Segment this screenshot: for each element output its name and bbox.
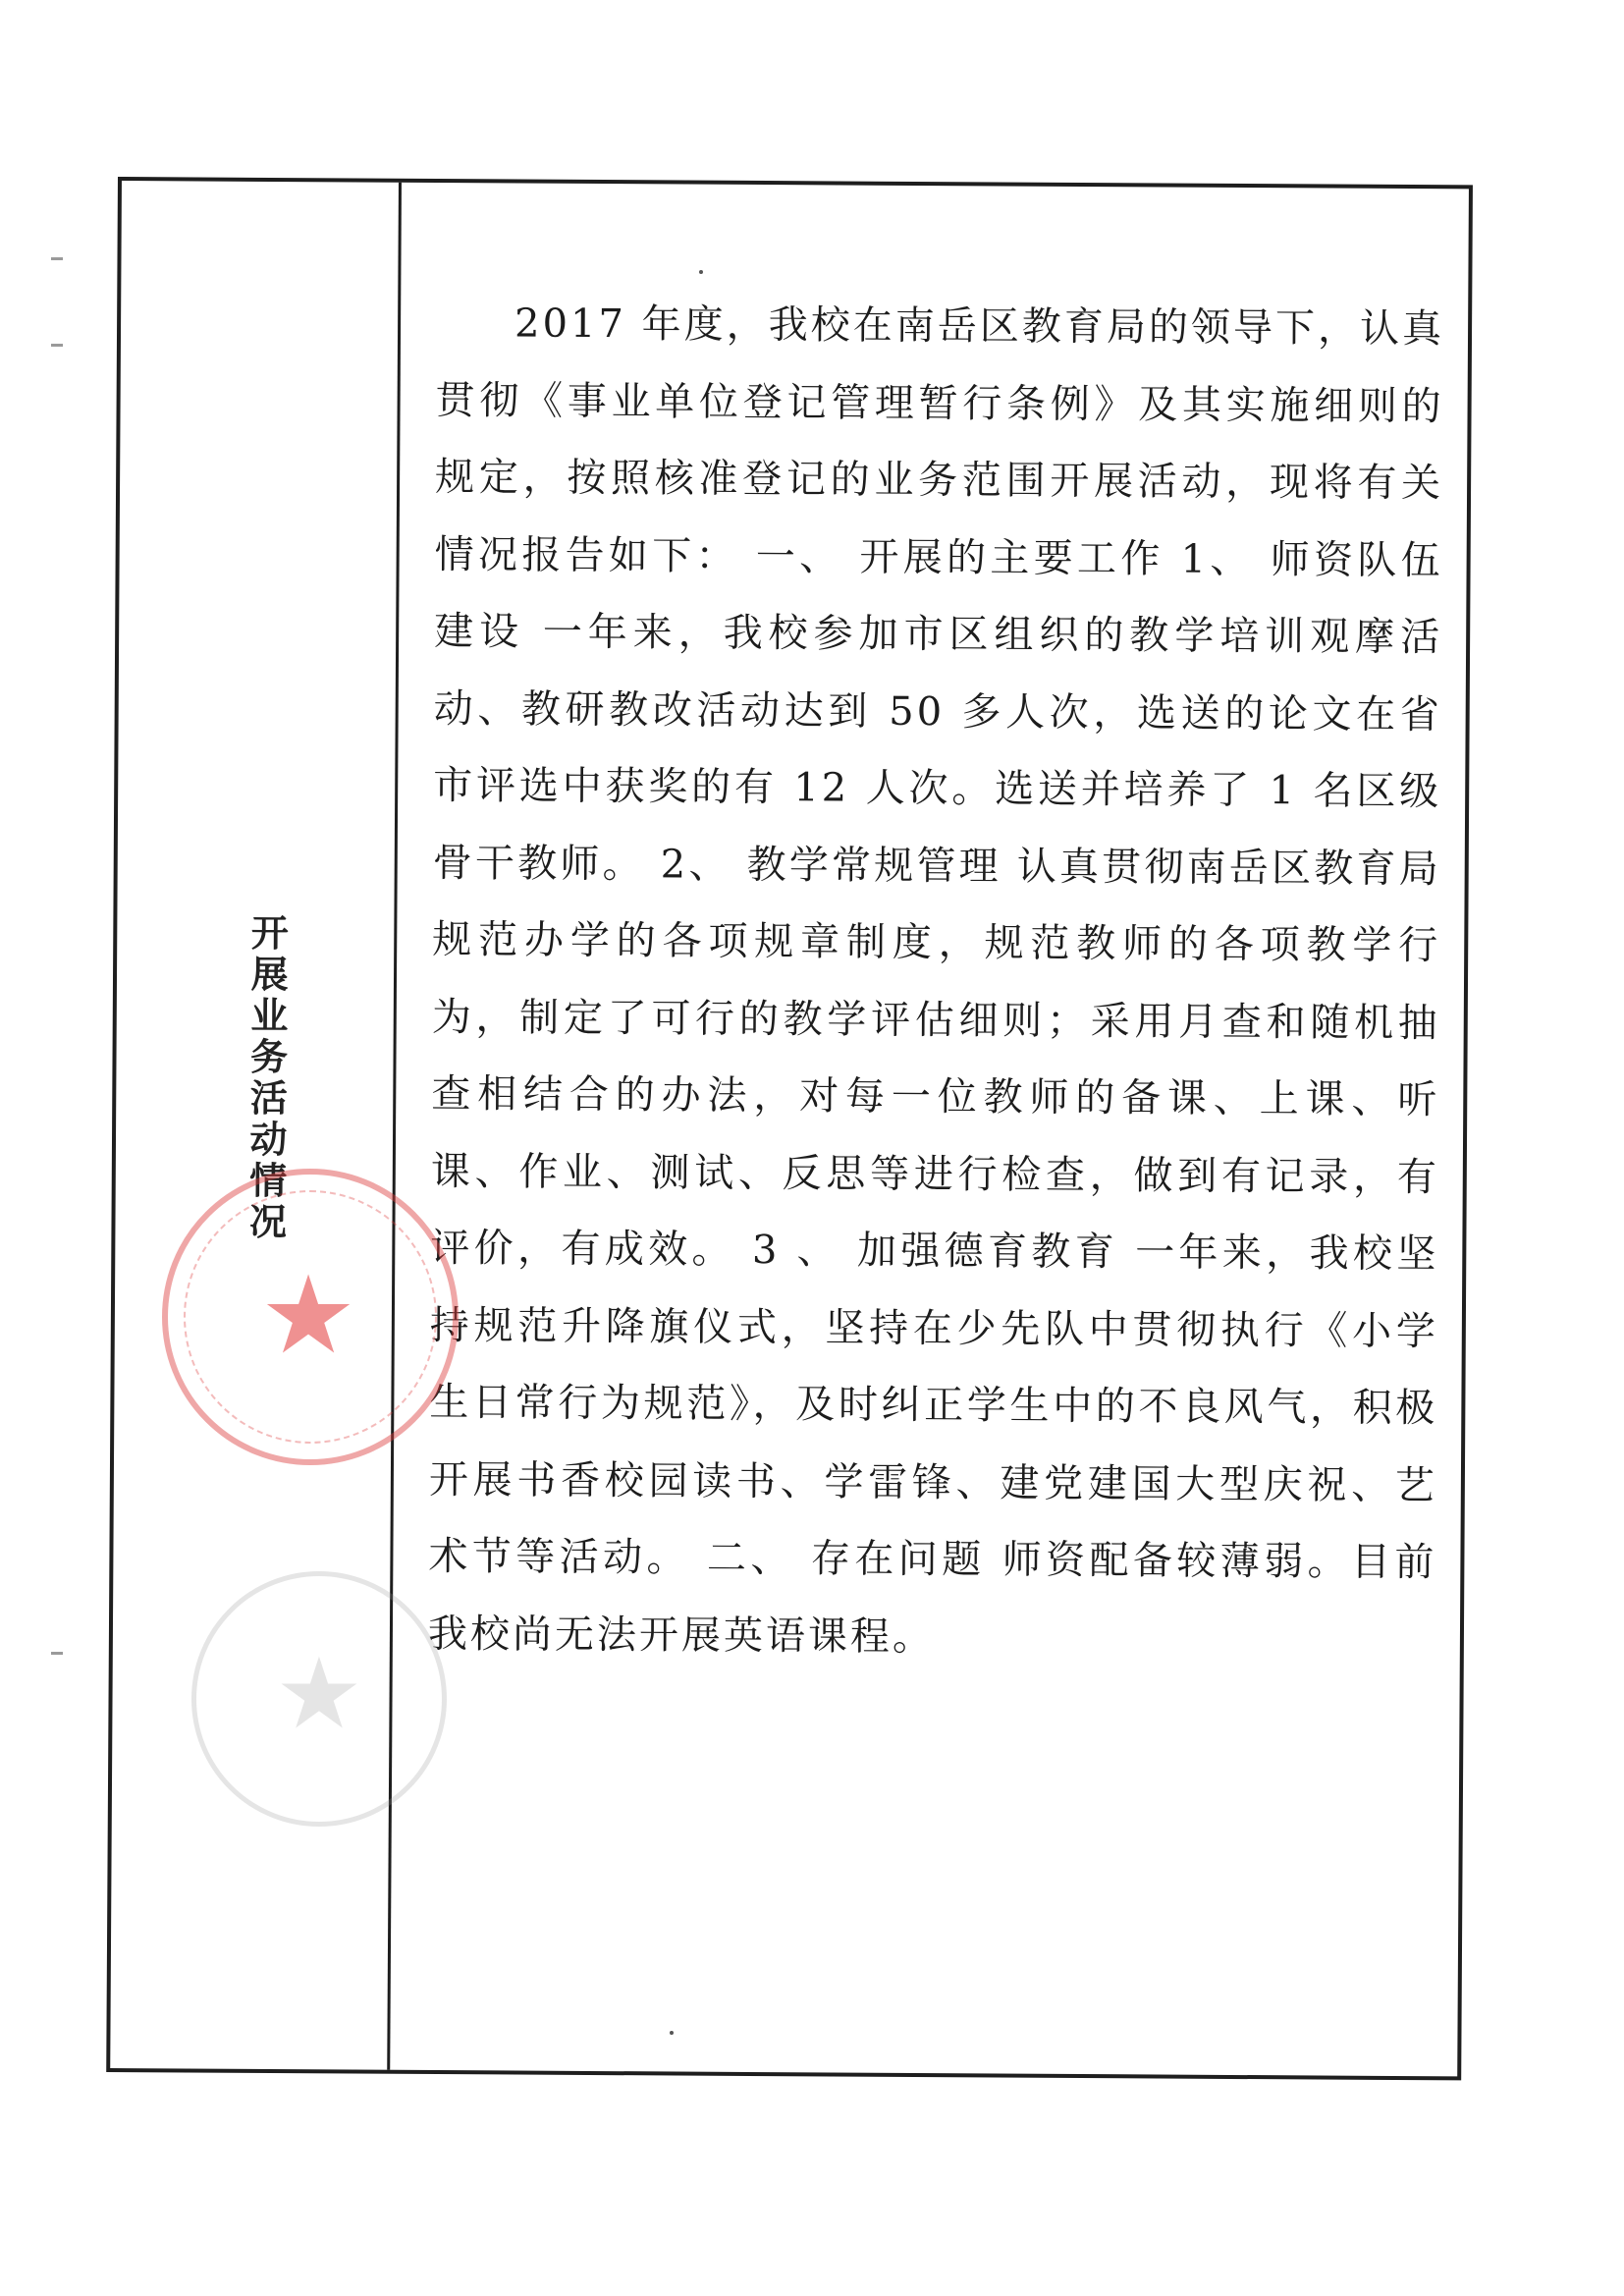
faded-seal-star-icon: ★ [275, 1636, 363, 1751]
official-seal-stamp [162, 1169, 459, 1465]
scan-mark [51, 1652, 63, 1655]
row-content-cell [390, 183, 1469, 2077]
scan-dot [699, 270, 703, 274]
seal-star-icon: ★ [259, 1252, 357, 1378]
faded-seal-stamp [191, 1571, 447, 1827]
scan-mark [51, 344, 63, 347]
row-label: 开展业务活动情况 [243, 912, 290, 1244]
scan-dot [670, 2031, 674, 2035]
scan-mark [51, 257, 63, 260]
report-body-text: 2017 年度，我校在南岳区教育局的领导下，认真贯彻《事业单位登记管理暂行条例》及其实施细则的规定，按照核准登记的业务范围开展活动，现将有关情况报告如下： 一、 开展的主要工作 1、 师资队伍建设 一年来，我校参加市区组织的教学培训观摩活动、教研教改活动达到 50 多人次，选送的论文在省市评选中获奖的有 12 人次。选送并培养了 1 名区级骨干教师。 2、 教学常规管理 认真贯彻南岳区教育局规范办学的各项规章制度，规范教师的各项教学行为，制定了可行的教学评估细则；采用月查和随机抽查相结合的办法，对每一位教师的备课、上课、听课、作业、测试、反思等进行检查，做到有记录，有评价，有成效。 3 、 加强德育教育 一年来，我校坚持规范升降旗仪式，坚持在少先队中贯彻执行《小学生日常行为规范》，及时纠正学生中的不良风气，积极开展书香校园读书、学雷锋、建党建国大型庆祝、艺术节等活动。 二、 存在问题 师资配备较薄弱。目前我校尚无法开展英语课程。 [427, 301, 1445, 1660]
